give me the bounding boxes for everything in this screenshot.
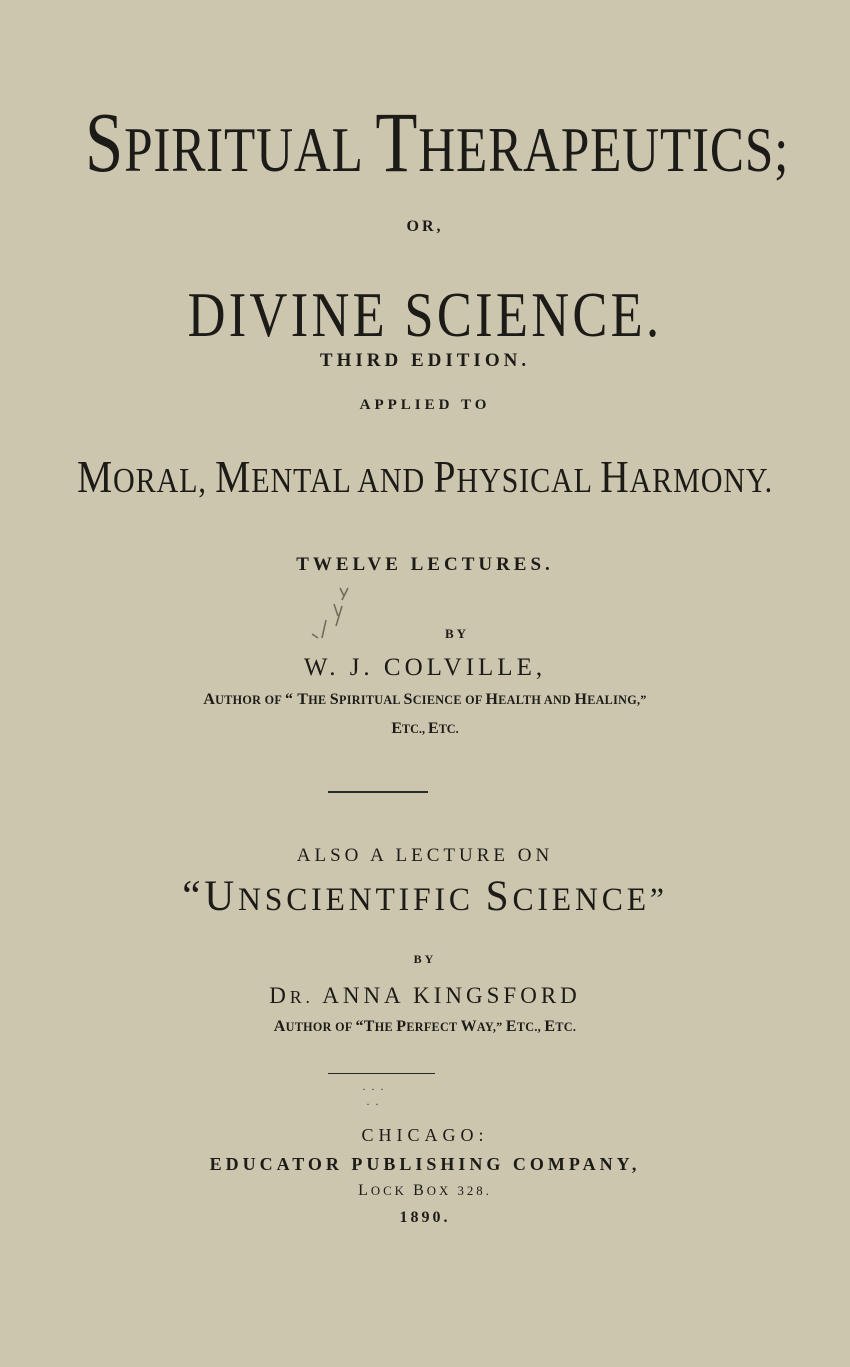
or-connector: OR, xyxy=(406,218,444,235)
subtitle-divine-science: DIVINE SCIENCE. xyxy=(187,279,663,350)
lectures-label: TWELVE LECTURES. xyxy=(296,554,554,575)
edition-label: THIRD EDITION. xyxy=(319,350,531,371)
by-label-2: BY xyxy=(413,952,437,966)
lecture-title: “UNSCIENTIFIC SCIENCE” xyxy=(182,873,668,920)
author-name: W. J. COLVILLE, xyxy=(303,654,547,681)
author-credit: AUTHOR OF “ THE SPIRITUAL SCIENCE OF HEALTH AND HEALING,” xyxy=(203,691,647,708)
main-title: SPIRITUAL THERAPEUTICS; xyxy=(85,94,790,190)
ornament-dots-icon: · · · · · xyxy=(362,1082,385,1111)
applied-to-label: APPLIED TO xyxy=(359,397,491,413)
divider-rule xyxy=(328,791,428,793)
pencil-marks-icon xyxy=(282,586,372,656)
publication-year: 1890. xyxy=(399,1209,451,1226)
subtitle-harmony: MORAL, MENTAL AND PHYSICAL HARMONY. xyxy=(76,451,774,502)
publisher-name: EDUCATOR PUBLISHING COMPANY, xyxy=(209,1154,641,1174)
also-lecture-label: ALSO A LECTURE ON xyxy=(296,845,554,866)
second-author-credit: AUTHOR OF “THE PERFECT WAY,” ETC., ETC. xyxy=(273,1018,577,1035)
ornament-rule xyxy=(328,1073,435,1074)
city-label: CHICAGO: xyxy=(361,1125,489,1145)
by-label-1: BY xyxy=(444,626,470,641)
second-author-name: DR. ANNA KINGSFORD xyxy=(269,983,581,1008)
etc-line: ETC., ETC. xyxy=(391,720,459,737)
lock-box: LOCK BOX 328. xyxy=(358,1182,492,1199)
